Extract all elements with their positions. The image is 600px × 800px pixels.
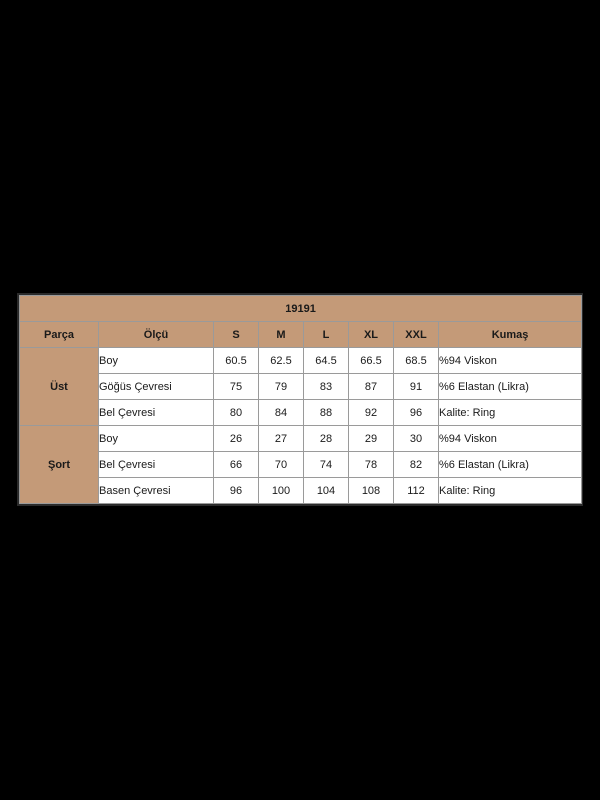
value-xxl: 30 <box>394 426 439 452</box>
value-xxl: 112 <box>394 478 439 504</box>
measure-label: Göğüs Çevresi <box>99 374 214 400</box>
value-xl: 92 <box>349 400 394 426</box>
value-l: 83 <box>304 374 349 400</box>
value-s: 75 <box>214 374 259 400</box>
value-m: 100 <box>259 478 304 504</box>
value-s: 60.5 <box>214 348 259 374</box>
table-row <box>20 426 582 452</box>
value-xl: 87 <box>349 374 394 400</box>
header-fabric: Kumaş <box>439 322 582 348</box>
value-s: 26 <box>214 426 259 452</box>
value-xxl: 96 <box>394 400 439 426</box>
size-table <box>19 295 582 504</box>
group-label-sort: Şort <box>20 426 99 504</box>
value-xl: 66.5 <box>349 348 394 374</box>
header-size-l: L <box>304 322 349 348</box>
fabric-note: Kalite: Ring <box>439 478 582 504</box>
table-row <box>20 374 582 400</box>
fabric-note: %94 Viskon <box>439 348 582 374</box>
fabric-note: %94 Viskon <box>439 426 582 452</box>
value-l: 64.5 <box>304 348 349 374</box>
value-l: 74 <box>304 452 349 478</box>
fabric-note: %6 Elastan (Likra) <box>439 374 582 400</box>
value-s: 80 <box>214 400 259 426</box>
fabric-note: Kalite: Ring <box>439 400 582 426</box>
value-xxl: 68.5 <box>394 348 439 374</box>
product-code-title: 19191 <box>20 296 582 322</box>
value-s: 96 <box>214 478 259 504</box>
value-xl: 78 <box>349 452 394 478</box>
value-l: 28 <box>304 426 349 452</box>
size-chart-sheet <box>17 293 583 506</box>
value-l: 88 <box>304 400 349 426</box>
measure-label: Bel Çevresi <box>99 452 214 478</box>
measure-label: Boy <box>99 426 214 452</box>
value-m: 70 <box>259 452 304 478</box>
table-row <box>20 478 582 504</box>
header-measure: Ölçü <box>99 322 214 348</box>
measure-label: Basen Çevresi <box>99 478 214 504</box>
table-row <box>20 348 582 374</box>
value-l: 104 <box>304 478 349 504</box>
value-m: 79 <box>259 374 304 400</box>
value-xl: 29 <box>349 426 394 452</box>
table-header-row <box>20 322 582 348</box>
value-m: 27 <box>259 426 304 452</box>
table-row <box>20 452 582 478</box>
header-size-xl: XL <box>349 322 394 348</box>
value-s: 66 <box>214 452 259 478</box>
group-label-ust: Üst <box>20 348 99 426</box>
value-xl: 108 <box>349 478 394 504</box>
value-m: 62.5 <box>259 348 304 374</box>
table-row <box>20 400 582 426</box>
header-part: Parça <box>20 322 99 348</box>
value-xxl: 91 <box>394 374 439 400</box>
fabric-note: %6 Elastan (Likra) <box>439 452 582 478</box>
measure-label: Boy <box>99 348 214 374</box>
measure-label: Bel Çevresi <box>99 400 214 426</box>
value-m: 84 <box>259 400 304 426</box>
header-size-xxl: XXL <box>394 322 439 348</box>
value-xxl: 82 <box>394 452 439 478</box>
table-title-row <box>20 296 582 322</box>
header-size-m: M <box>259 322 304 348</box>
header-size-s: S <box>214 322 259 348</box>
